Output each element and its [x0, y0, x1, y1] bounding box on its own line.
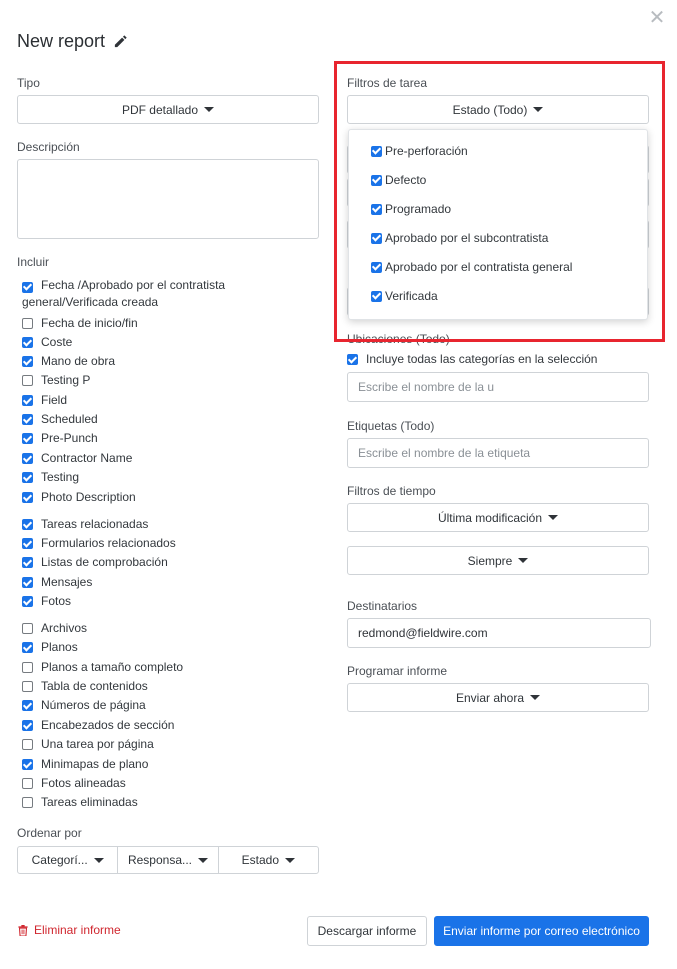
include-option-label: Planos	[41, 640, 78, 654]
include-option-row[interactable]	[22, 593, 71, 610]
include-option-row[interactable]	[22, 794, 138, 811]
include-option-label: Planos a tamaño completo	[41, 660, 184, 674]
include-option-label: Photo Description	[41, 490, 136, 504]
sort-status-button[interactable]	[219, 847, 318, 873]
include-option-row[interactable]	[22, 554, 168, 571]
include-option-checkbox[interactable]	[22, 519, 33, 530]
dialog-title-row	[17, 31, 128, 52]
include-option-checkbox[interactable]	[22, 453, 33, 464]
caret-down-icon	[533, 107, 543, 112]
include-option-checkbox[interactable]	[22, 759, 33, 770]
destinatarios-label: Destinatarios	[347, 599, 418, 613]
download-report-label: Descargar informe	[317, 924, 417, 938]
download-report-button[interactable]	[307, 916, 427, 946]
sort-assignee-label: Responsa...	[127, 853, 193, 867]
recipients-value: redmond@fieldwire.com	[358, 626, 488, 640]
include-option-checkbox[interactable]	[22, 395, 33, 406]
include-option-checkbox[interactable]	[22, 557, 33, 568]
schedule-select[interactable]	[347, 683, 649, 712]
ubicaciones-label: Ubicaciones (Todo)	[347, 332, 450, 346]
etiquetas-label: Etiquetas (Todo)	[347, 419, 435, 433]
include-option-label: Testing P	[41, 373, 91, 387]
include-option-row[interactable]	[22, 469, 79, 486]
include-option-checkbox[interactable]	[22, 472, 33, 483]
status-option-label: Aprobado por el contratista general	[385, 260, 573, 274]
include-categories-label: Incluye todas las categorías en la selección	[366, 352, 598, 366]
recipients-input[interactable]	[347, 618, 651, 648]
trash-icon	[18, 925, 28, 936]
include-option-label: Scheduled	[41, 412, 98, 426]
sort-category-label: Categorí...	[31, 853, 88, 867]
location-placeholder: Escribe el nombre de la u	[358, 380, 495, 394]
time-field-label: Última modificación	[437, 510, 543, 525]
status-option-label: Defecto	[385, 173, 427, 187]
status-dropdown-menu	[348, 129, 648, 320]
email-report-label: Enviar informe por correo electrónico	[443, 924, 640, 938]
status-option-checkbox[interactable]	[371, 262, 382, 273]
status-option-checkbox[interactable]	[371, 146, 382, 157]
tag-search-input[interactable]	[347, 438, 649, 468]
caret-down-icon	[285, 858, 295, 863]
status-option-label: Verificada	[385, 289, 438, 303]
sort-by-group	[17, 846, 319, 874]
include-option-row[interactable]	[22, 411, 98, 428]
location-search-input[interactable]	[347, 372, 649, 402]
include-option-label: Mano de obra	[41, 354, 116, 368]
sort-category-button[interactable]	[18, 847, 118, 873]
include-categories-checkbox[interactable]	[347, 354, 358, 365]
status-option-row[interactable]	[371, 144, 468, 158]
include-option-checkbox[interactable]	[22, 662, 33, 673]
include-option-label: Archivos	[41, 621, 88, 635]
include-option-checkbox[interactable]	[22, 577, 33, 588]
report-type-value: PDF detallado	[121, 102, 199, 117]
include-option-row[interactable]	[22, 489, 136, 506]
include-option-row[interactable]	[22, 620, 87, 637]
include-option-checkbox[interactable]	[22, 538, 33, 549]
caret-down-icon	[530, 695, 540, 700]
include-option-label: Contractor Name	[41, 451, 133, 465]
page-title: New report	[17, 31, 106, 51]
caret-down-icon	[518, 558, 528, 563]
incluir-label: Incluir	[17, 255, 50, 269]
ordenar-label: Ordenar por	[17, 826, 82, 840]
delete-report-button[interactable]	[18, 923, 121, 937]
include-option-row[interactable]	[22, 315, 138, 332]
include-option-label: Coste	[41, 335, 73, 349]
include-option-row[interactable]	[22, 697, 146, 714]
include-option-row[interactable]	[22, 334, 72, 351]
description-textarea[interactable]	[17, 159, 319, 239]
include-option-label: Una tarea por página	[41, 737, 154, 751]
status-option-row[interactable]	[371, 260, 572, 274]
schedule-label: Enviar ahora	[455, 690, 525, 705]
include-option-checkbox[interactable]	[22, 337, 33, 348]
include-option-checkbox[interactable]	[22, 596, 33, 607]
include-option-row[interactable]	[22, 450, 132, 467]
status-option-checkbox[interactable]	[371, 204, 382, 215]
include-option-checkbox[interactable]	[22, 681, 33, 692]
include-option-label: Encabezados de sección	[41, 718, 175, 732]
include-option-row[interactable]	[22, 659, 183, 676]
tipo-label: Tipo	[17, 76, 40, 90]
include-option-label: Pre-Punch	[41, 431, 98, 445]
include-option-row[interactable]	[22, 516, 148, 533]
include-option-label: Fecha de inicio/fin	[41, 316, 138, 330]
close-icon[interactable]: ✕	[648, 7, 666, 29]
programar-label: Programar informe	[347, 664, 448, 678]
filtros-tiempo-label: Filtros de tiempo	[347, 484, 436, 498]
include-option-checkbox[interactable]	[22, 318, 33, 329]
include-option-label: Fotos alineadas	[41, 776, 126, 790]
include-option-row[interactable]	[22, 372, 90, 389]
sort-assignee-button[interactable]	[118, 847, 218, 873]
include-option-label: Minimapas de plano	[41, 757, 149, 771]
include-option-checkbox[interactable]	[22, 623, 33, 634]
status-option-row[interactable]	[371, 289, 438, 303]
status-option-checkbox[interactable]	[371, 233, 382, 244]
time-range-label: Siempre	[467, 553, 513, 568]
include-option-row[interactable]	[22, 678, 148, 695]
include-option-row[interactable]	[22, 392, 67, 409]
caret-down-icon	[198, 858, 208, 863]
include-option-label: Listas de comprobación	[41, 555, 168, 569]
caret-down-icon	[548, 515, 558, 520]
include-option-checkbox[interactable]	[22, 720, 33, 731]
include-option-checkbox[interactable]	[22, 282, 33, 293]
include-option-row[interactable]	[22, 430, 98, 447]
include-option-row[interactable]	[22, 717, 174, 734]
include-option-row[interactable]	[22, 574, 92, 591]
include-option-checkbox[interactable]	[22, 375, 33, 386]
include-option-label: Tareas eliminadas	[41, 795, 138, 809]
status-option-row[interactable]	[371, 231, 548, 245]
include-option-label: Tabla de contenidos	[41, 679, 148, 693]
include-categories-checkbox-row[interactable]	[347, 351, 597, 368]
caret-down-icon	[94, 858, 104, 863]
include-option-checkbox[interactable]	[22, 433, 33, 444]
include-option-row[interactable]	[22, 639, 78, 656]
time-range-select[interactable]	[347, 546, 649, 575]
caret-down-icon	[204, 107, 214, 112]
report-type-select[interactable]	[17, 95, 319, 124]
include-option-checkbox[interactable]	[22, 492, 33, 503]
include-option-checkbox[interactable]	[22, 778, 33, 789]
include-option-checkbox[interactable]	[22, 414, 33, 425]
include-option-label: Tareas relacionadas	[41, 517, 149, 531]
include-option-label: Field	[41, 393, 68, 407]
include-option-label: Fecha /Aprobado por el contratista general/Verificada creada	[22, 278, 226, 309]
filtros-tarea-label: Filtros de tarea	[347, 76, 428, 90]
include-option-label: Números de página	[41, 698, 146, 712]
include-option-label: Testing	[41, 470, 80, 484]
include-option-row[interactable]	[22, 756, 148, 773]
include-option-label: Formularios relacionados	[41, 536, 176, 550]
include-option-row[interactable]	[22, 353, 115, 370]
sort-status-label: Estado	[241, 853, 279, 867]
include-option-checkbox[interactable]	[22, 700, 33, 711]
delete-report-label: Eliminar informe	[34, 923, 121, 937]
tag-placeholder: Escribe el nombre de la etiqueta	[358, 446, 531, 460]
email-report-button[interactable]	[434, 916, 649, 946]
pencil-icon[interactable]	[113, 34, 128, 49]
status-option-row[interactable]	[371, 173, 426, 187]
include-option-checkbox[interactable]	[22, 356, 33, 367]
time-field-select[interactable]	[347, 503, 649, 532]
status-option-checkbox[interactable]	[371, 291, 382, 302]
include-option-row[interactable]	[22, 775, 126, 792]
status-option-checkbox[interactable]	[371, 175, 382, 186]
include-option-checkbox[interactable]	[22, 642, 33, 653]
status-option-row[interactable]	[371, 202, 451, 216]
status-option-label: Programado	[385, 202, 452, 216]
status-option-label: Pre-perforación	[385, 144, 468, 158]
include-option-label: Mensajes	[41, 575, 93, 589]
status-filter-button[interactable]	[347, 95, 649, 124]
descripcion-label: Descripción	[17, 140, 80, 154]
include-option-checkbox[interactable]	[22, 739, 33, 750]
include-option-checkbox[interactable]	[22, 797, 33, 808]
include-option-row[interactable]	[22, 736, 154, 753]
include-option-row[interactable]	[22, 535, 176, 552]
include-option-label: Fotos	[41, 594, 72, 608]
status-option-label: Aprobado por el subcontratista	[385, 231, 549, 245]
status-filter-label: Estado (Todo)	[452, 102, 528, 117]
include-option-row[interactable]	[22, 277, 318, 311]
